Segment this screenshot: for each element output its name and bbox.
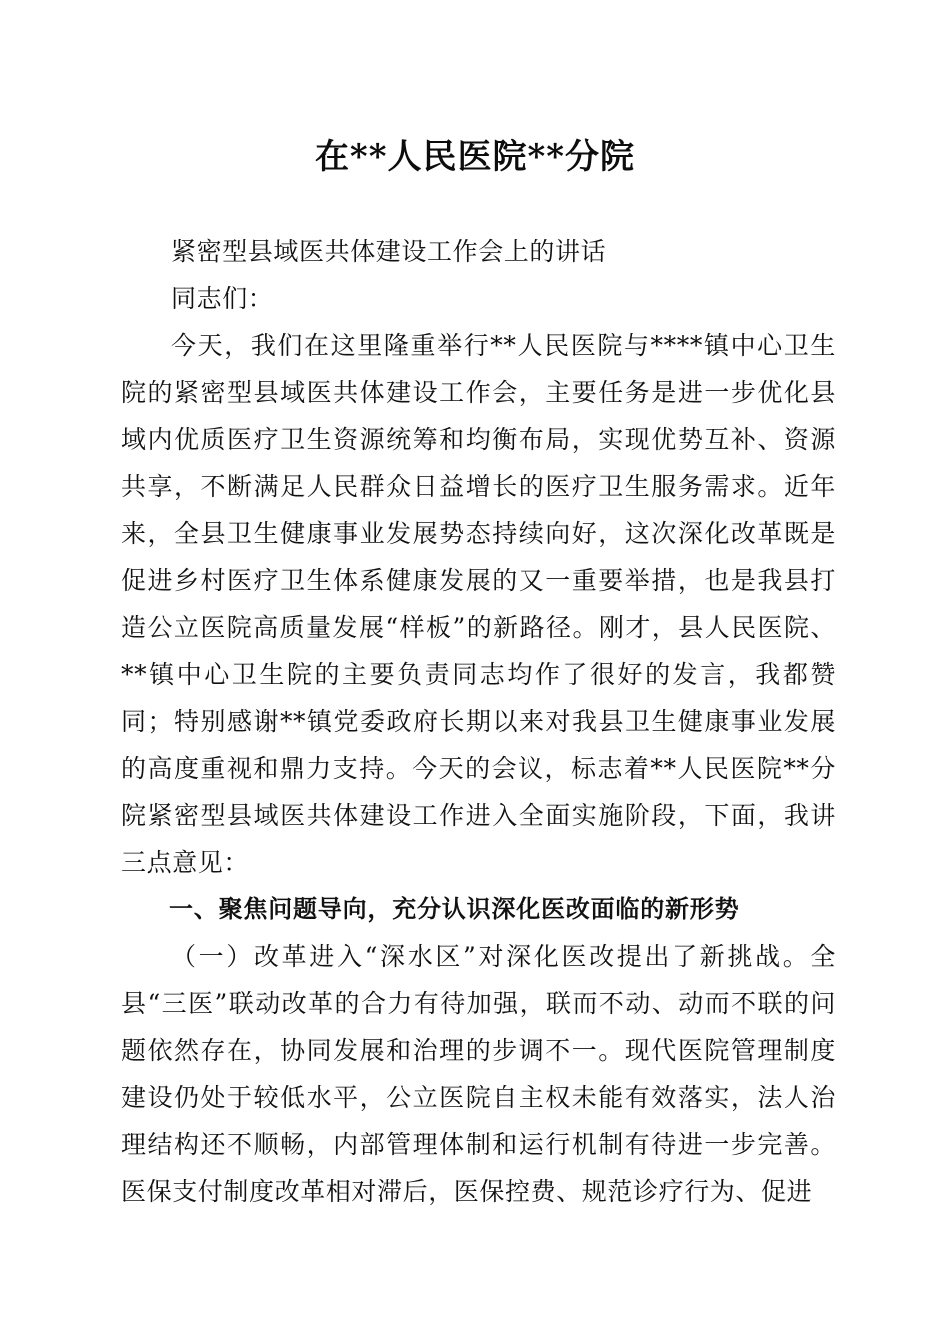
intro-paragraph: 今天，我们在这里隆重举行**人民医院与****镇中心卫生院的紧密型县域医共体建设工作会，主要任务是进一步优化县域内优质医疗卫生资源统筹和均衡布局，实现优势互补、资源共享，不断满足人民群众日益增长的医疗卫生服务需求。近年来，全县卫生健康事业发展势态持续向好，这次深化改革既是促进乡村医疗卫生体系健康发展的又一重要举措，也是我县打造公立医院高质量发展“样板”的新路径。刚才，县人民医院、**镇中心卫生院的主要负责同志均作了很好的发言，我都赞同；特别感谢**镇党委政府长期以来对我县卫生健康事业发展的高度重视和鼎力支持。今天的会议，标志着**人民医院**分院紧密型县域医共体建设工作进入全面实施阶段，下面，我讲三点意见： (121, 331, 836, 877)
document-body (121, 228, 836, 1215)
speech-subtitle: 紧密型县域医共体建设工作会上的讲话 (171, 237, 607, 266)
section-paragraph: （一）改革进入“深水区”对深化医改提出了新挑战。全县“三医”联动改革的合力有待加强，联而不动、动而不联的问题依然存在，协同发展和治理的步调不一。现代医院管理制度建设仍处于较低水平，公立医院自主权未能有效落实，法人治理结构还不顺畅，内部管理体制和运行机制有待进一步完善。医保支付制度改革相对滞后，医保控费、规范诊疗行为、促进 (121, 942, 836, 1206)
document-title: 在**人民医院**分院 (314, 137, 636, 177)
salutation: 同志们： (171, 284, 274, 313)
section-heading: 一、聚焦问题导向，充分认识深化医改面临的新形势 (169, 895, 740, 923)
